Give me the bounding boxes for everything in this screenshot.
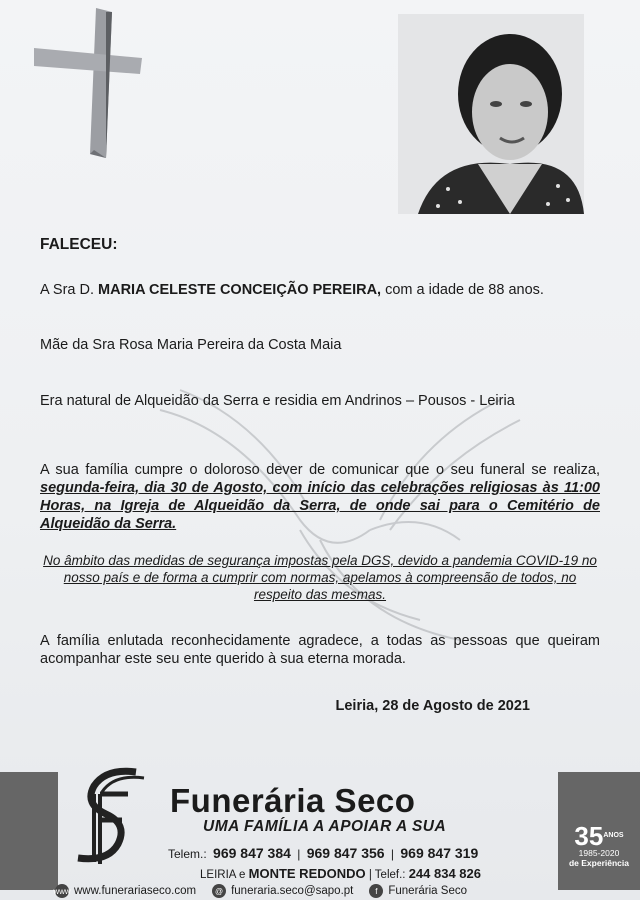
phone-separator: | — [390, 847, 395, 861]
deceased-name: MARIA CELESTE CONCEIÇÃO PEREIRA, — [98, 282, 382, 298]
facebook-text: Funerária Seco — [388, 885, 467, 897]
phone-3: 969 847 319 — [400, 845, 479, 861]
funeral-paragraph — [40, 461, 600, 533]
anniversary-badge — [564, 821, 634, 868]
phone-1: 969 847 384 — [213, 845, 291, 861]
announcement-paragraph — [40, 281, 600, 299]
footer-band-left — [0, 772, 58, 890]
thanks-paragraph: A família enlutada reconhecidamente agradece, a todas as pessoas que queiram acompanhar este seu ente querido à sua eterna morada. — [40, 633, 600, 667]
announcement-suffix: com a idade de 88 anos. — [385, 282, 544, 298]
facebook-link[interactable] — [369, 884, 467, 898]
brand-slogan: UMA FAMÍLIA A APOIAR A SUA — [203, 818, 447, 835]
email-text: funeraria.seco@sapo.pt — [231, 885, 354, 897]
date-line: Leiria, 28 de Agosto de 2021 — [335, 698, 530, 714]
anniversary-anos: ANOS — [603, 832, 624, 839]
funeral-home-logo — [66, 764, 158, 868]
town-leiria: LEIRIA — [200, 869, 236, 881]
cross-icon — [34, 8, 144, 158]
brand-name: Funerária Seco — [170, 782, 416, 819]
phone-2: 969 847 356 — [306, 845, 385, 861]
covid-notice-text: No âmbito das medidas de segurança impostas pela DGS, devido a pandemia COVID-19 no nosso país e de forma a cumprir com normas, apelamos à compreensão de todos, no respeito das mesmas. — [43, 553, 597, 602]
funeral-home-footer — [0, 760, 640, 900]
phones-label: Telem.: — [168, 847, 207, 861]
announcement-prefix: A Sra D. — [40, 282, 94, 298]
website-text: www.funerariaseco.com — [74, 885, 197, 897]
phone-numbers — [168, 845, 481, 861]
funeral-intro: A sua família cumpre o doloroso dever de comunicar que o seu funeral se realiza, — [40, 462, 600, 478]
tel-label: | Telef.: — [368, 869, 406, 881]
town-join: e — [239, 869, 246, 881]
family-paragraph: Mãe da Sra Rosa Maria Pereira da Costa Maia — [40, 337, 342, 353]
locations-line — [200, 866, 481, 881]
facebook-icon: f — [369, 884, 383, 898]
portrait-photo — [398, 14, 584, 214]
anniversary-number: 35 — [574, 821, 604, 851]
email-link[interactable] — [212, 884, 353, 898]
website-link[interactable] — [55, 884, 196, 898]
phone-separator: | — [297, 847, 301, 861]
origin-paragraph: Era natural de Alqueidão da Serra e residia em Andrinos – Pousos - Leiria — [40, 393, 515, 409]
anniversary-label: de Experiência — [568, 858, 629, 868]
funeral-details: segunda-feira, dia 30 de Agosto, com início das celebrações religiosas às 11:00 Horas, na Igreja de Alqueidão da Serra, de onde sai para o Cemitério de Alqueidão da Serra. — [40, 480, 600, 532]
covid-notice — [40, 552, 600, 603]
anniversary-years: 1985-2020 — [578, 848, 620, 858]
globe-icon: www — [55, 884, 69, 898]
email-icon: @ — [212, 884, 226, 898]
landline-phone: 244 834 826 — [408, 866, 481, 881]
heading: FALECEU: — [40, 236, 118, 253]
town-monte-redondo: MONTE REDONDO — [248, 866, 366, 881]
contact-links — [55, 884, 467, 898]
